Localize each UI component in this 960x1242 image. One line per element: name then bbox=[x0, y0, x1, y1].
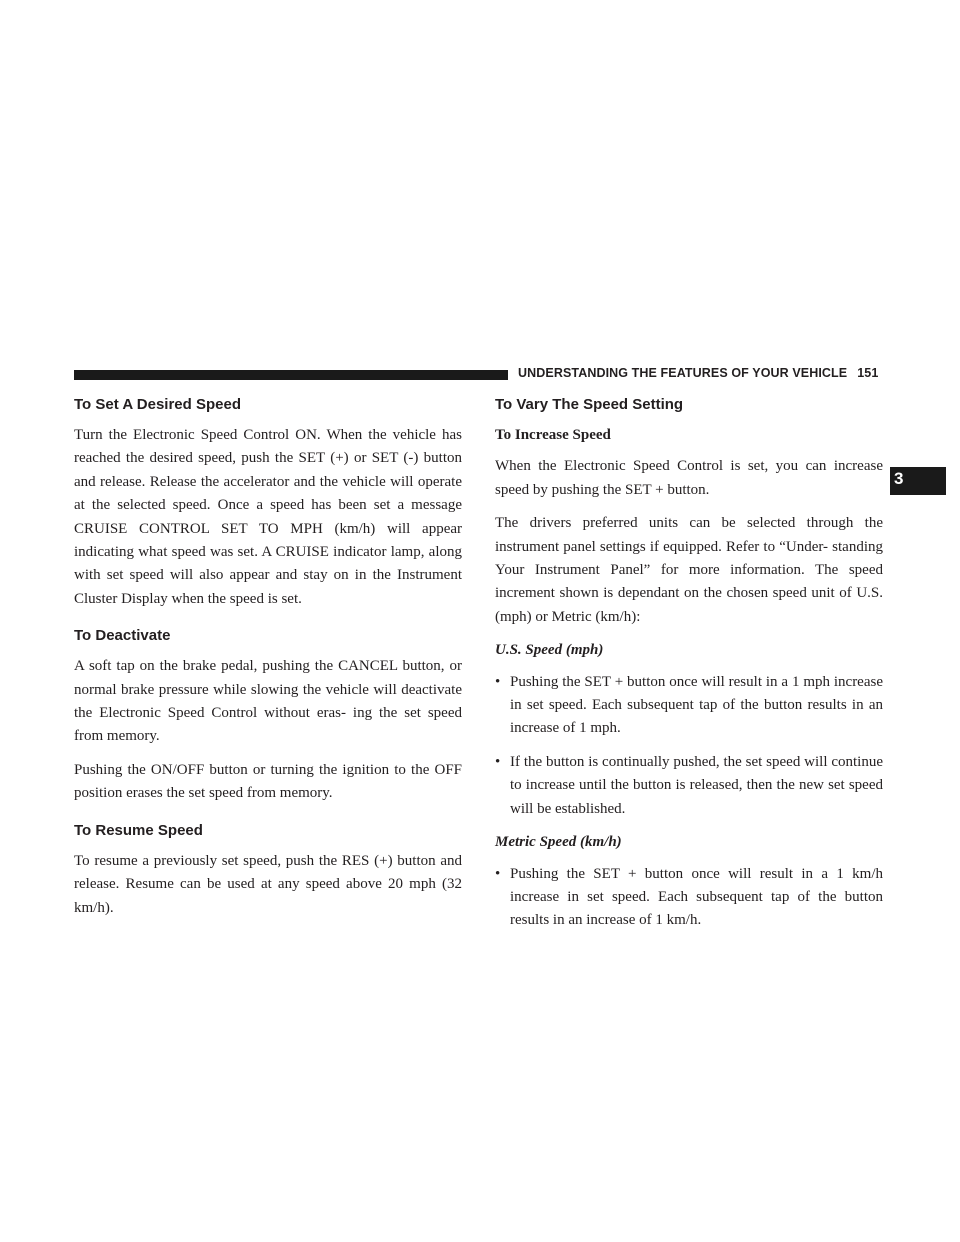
heading-set-speed: To Set A Desired Speed bbox=[74, 396, 241, 413]
heading-resume: To Resume Speed bbox=[74, 821, 203, 839]
list-item: • Pushing the SET + button once will result in a 1 km/h increase in set speed. Each subsequent tap of the button results in an increase of 1 km/h. bbox=[495, 863, 883, 933]
bullet-glyph: • bbox=[495, 753, 501, 770]
subheading-metric-speed: Metric Speed (km/h) bbox=[495, 834, 622, 851]
chapter-number: 3 bbox=[894, 469, 904, 488]
running-header bbox=[518, 366, 878, 380]
page-number: 151 bbox=[857, 366, 879, 380]
paragraph-deactivate-2: Pushing the ON/OFF button or turning the ignition to the OFF position erases the set speed from memory. bbox=[74, 761, 462, 802]
paragraph-deactivate-1: A soft tap on the brake pedal, pushing the CANCEL button, or normal brake pressure while slowing the vehicle will deactivate the Electronic Speed Control without eras- ing the set speed from memory. bbox=[74, 658, 462, 745]
paragraph-resume: To resume a previously set speed, push the RES (+) button and release. Resume can be used at any speed above 20 mph (32 km/h). bbox=[74, 852, 462, 916]
bullet-glyph: • bbox=[495, 673, 501, 690]
subheading-us-speed: U.S. Speed (mph) bbox=[495, 642, 604, 659]
bullet-glyph: • bbox=[495, 865, 501, 882]
heading-deactivate: To Deactivate bbox=[74, 627, 171, 645]
paragraph-increase-speed: When the Electronic Speed Control is set, you can increase speed by pushing the SET + button. bbox=[495, 458, 883, 498]
list-item: • If the button is continually pushed, the set speed will continue to increase until the button is released, then the new set speed will be established. bbox=[495, 751, 883, 821]
list-item: • Pushing the SET + button once will result in a 1 mph increase in set speed. Each subsequent tap of the button results in an increase of 1 mph. bbox=[495, 671, 883, 741]
heading-vary-speed: To Vary The Speed Setting bbox=[495, 396, 684, 413]
left-column bbox=[74, 396, 462, 930]
paragraph-units: The drivers preferred units can be selected through the instrument panel settings if equipped. Refer to “Under- standing Your Instrument Panel” for more information. The speed increment shown is dependant on the chosen speed unit of U.S. (mph) or Metric (km/h): bbox=[495, 515, 883, 625]
chapter-tab bbox=[890, 467, 946, 495]
subheading-increase-speed: To Increase Speed bbox=[495, 427, 611, 443]
metric-bullet-list bbox=[495, 863, 883, 933]
right-column bbox=[495, 396, 883, 943]
section-title: UNDERSTANDING THE FEATURES OF YOUR VEHICLE bbox=[518, 366, 848, 380]
header-rule bbox=[74, 370, 508, 380]
us-bullet-list bbox=[495, 671, 883, 821]
paragraph-set-speed: Turn the Electronic Speed Control ON. When the vehicle has reached the desired speed, push the SET (+) or SET (-) button and release. Release the accelerator and the vehicle will operate at the selected speed. Once a speed has been set a message CRUISE CONTROL SET TO MPH (km/h) will appear indicating what speed was set. A CRUISE indicator lamp, along with set speed will also appear and stay on in the Instrument Cluster Display when the speed is set. bbox=[74, 427, 462, 607]
